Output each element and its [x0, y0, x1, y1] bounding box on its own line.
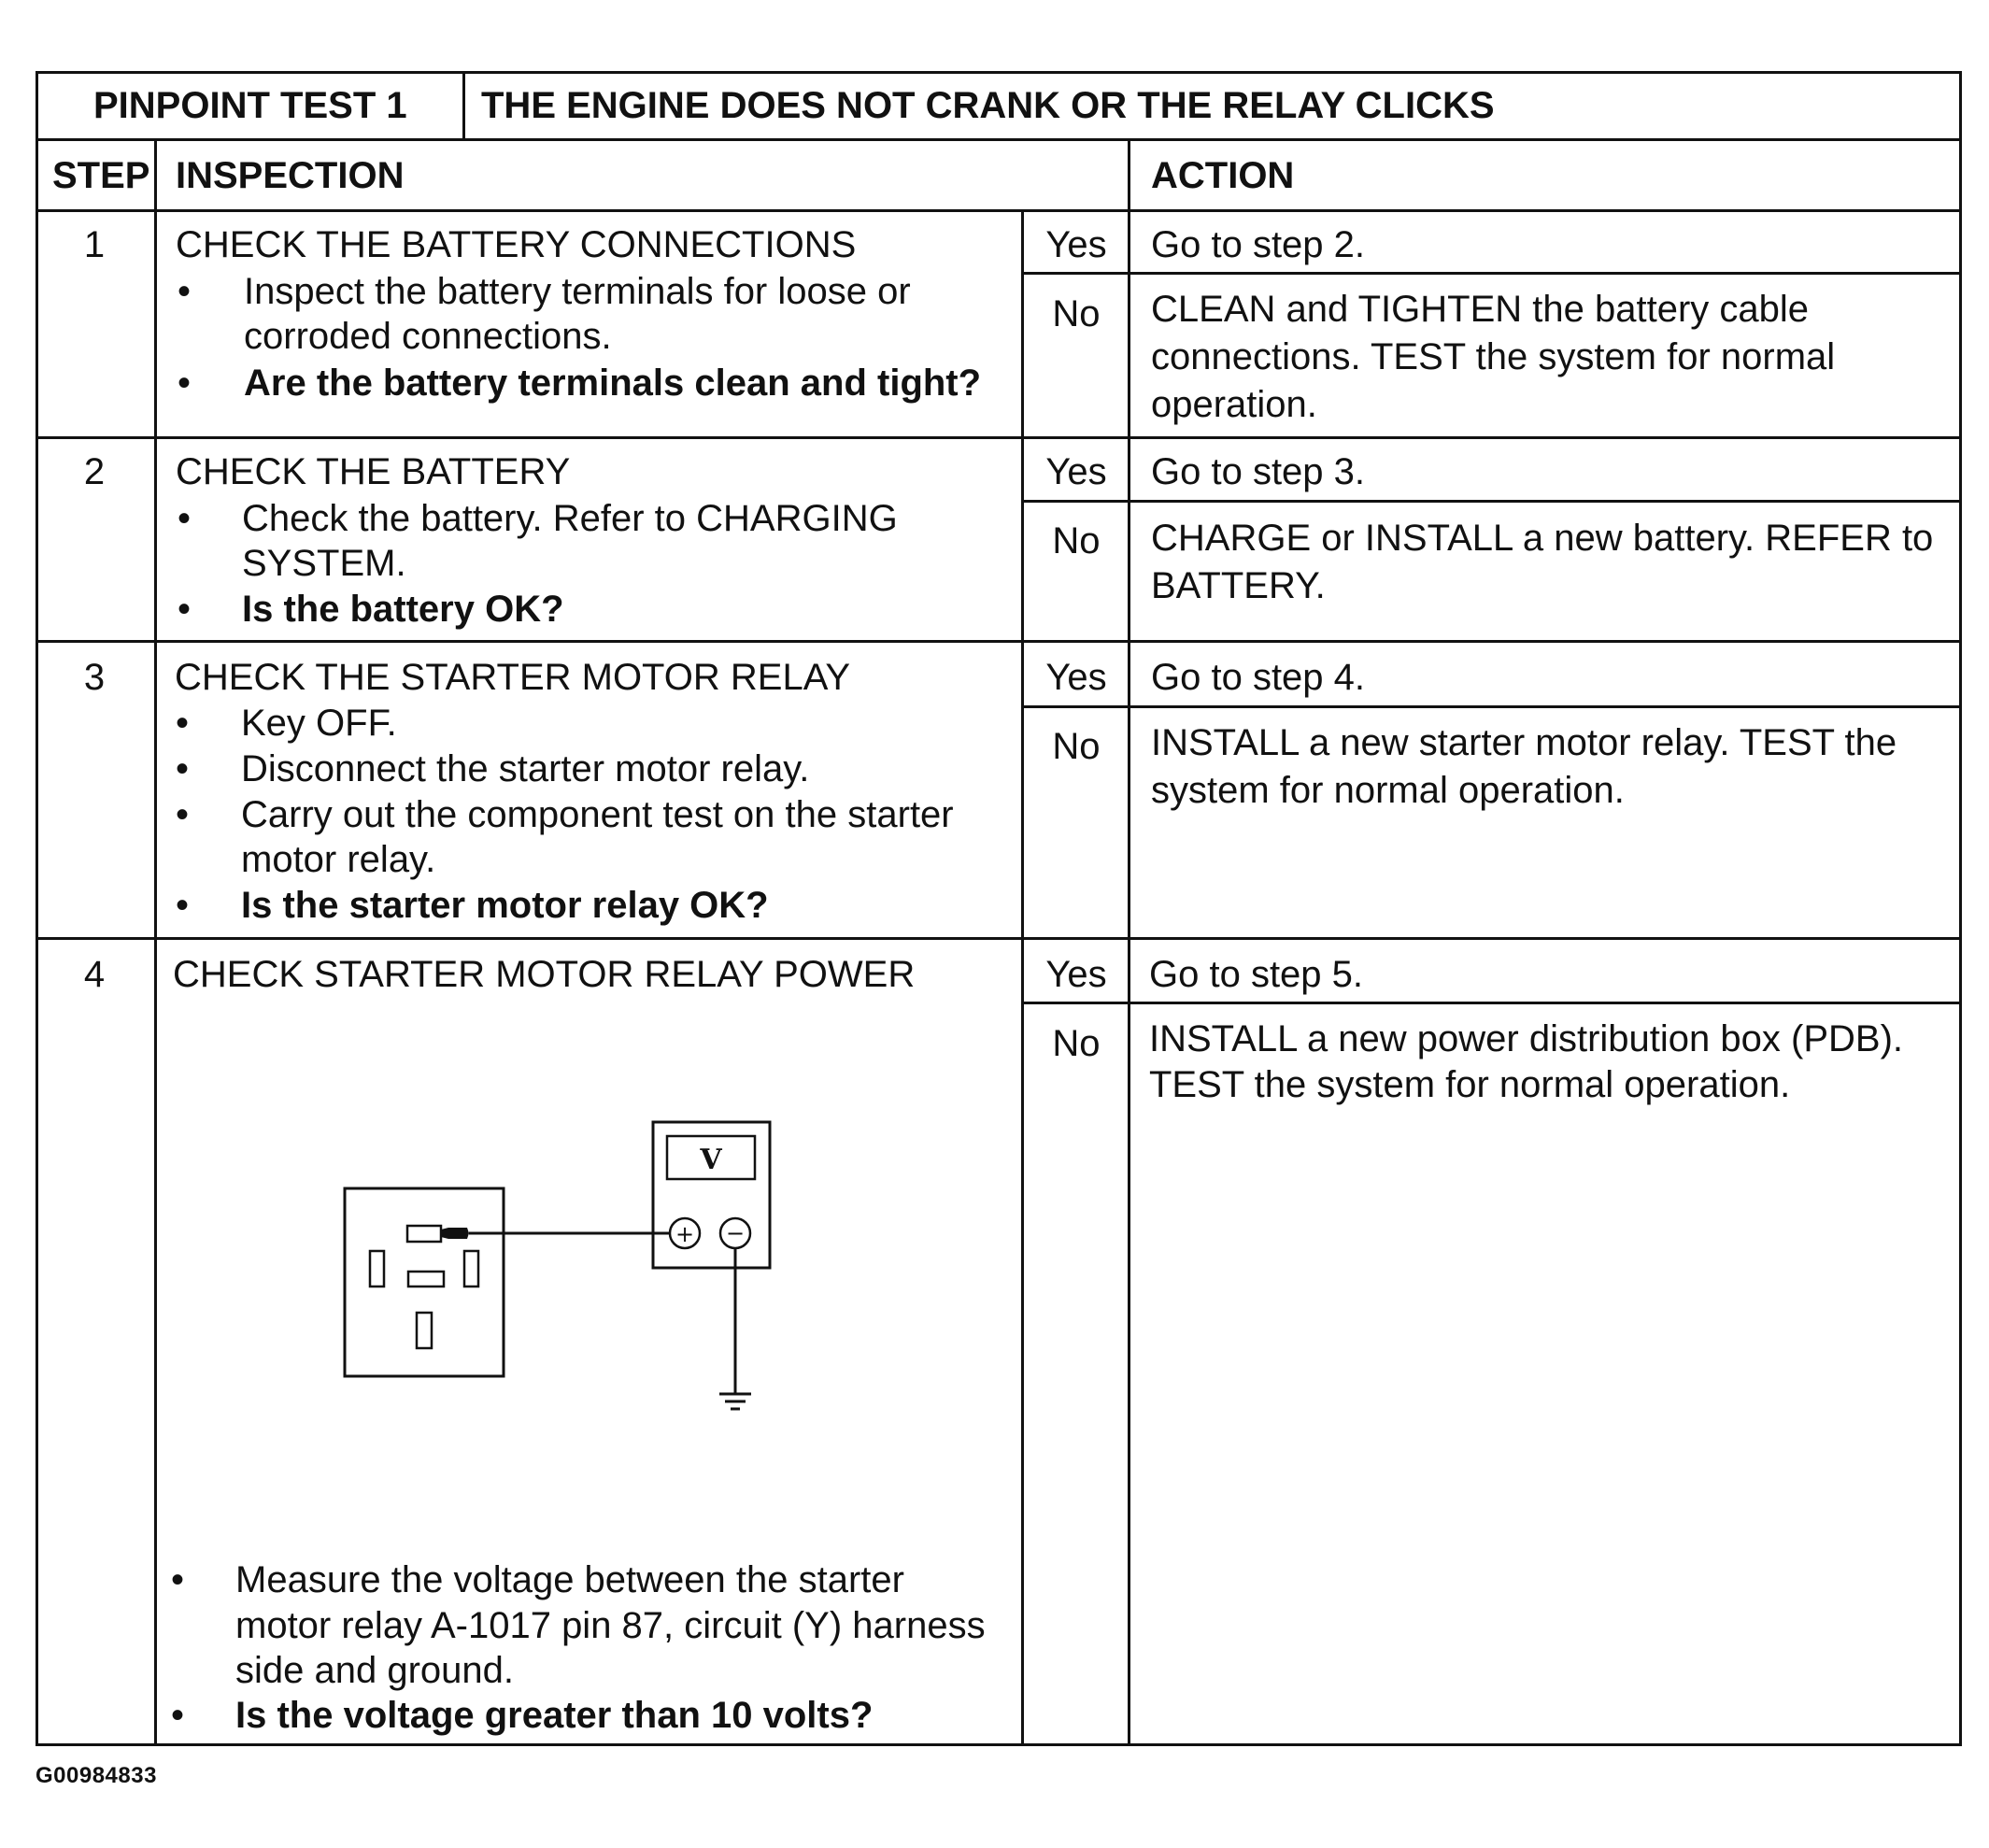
- step-number: 1: [83, 224, 106, 265]
- no-action: INSTALL a new power distribution box (PDB).: [1149, 1018, 1904, 1059]
- yes-action: Go to step 2.: [1151, 224, 1366, 265]
- test-id: PINPOINT TEST 1: [93, 85, 407, 126]
- figure-id: G00984833: [36, 1763, 157, 1788]
- step-title: CHECK THE STARTER MOTOR RELAY: [175, 657, 851, 698]
- yes-label: Yes: [1045, 657, 1107, 698]
- step-instruction: Carry out the component test on the starter: [241, 794, 954, 835]
- step-instruction: motor relay.: [241, 839, 436, 880]
- probe-tip: [441, 1228, 469, 1239]
- bullet: •: [171, 1695, 185, 1736]
- bullet: •: [178, 498, 192, 539]
- plus-sign: +: [675, 1221, 695, 1247]
- step-number: 2: [83, 451, 106, 492]
- bullet: •: [176, 703, 190, 744]
- step-number: 4: [83, 954, 106, 995]
- ground-icon: [719, 1394, 751, 1409]
- step-title: CHECK STARTER MOTOR RELAY POWER: [173, 954, 916, 995]
- step-instruction: motor relay A-1017 pin 87, circuit (Y) harness: [235, 1605, 986, 1646]
- connector-pin: [407, 1226, 441, 1242]
- column-header-inspection: INSPECTION: [176, 155, 405, 196]
- bullet: •: [176, 748, 190, 789]
- step-instruction: Inspect the battery terminals for loose or: [244, 271, 911, 312]
- step-title: CHECK THE BATTERY CONNECTIONS: [176, 224, 857, 265]
- step-instruction: Key OFF.: [241, 703, 397, 744]
- step-instruction: Measure the voltage between the starter: [235, 1559, 904, 1600]
- no-action: BATTERY.: [1151, 565, 1326, 606]
- bullet: •: [176, 885, 190, 926]
- minus-sign: −: [725, 1220, 746, 1246]
- bullet: •: [171, 1559, 185, 1600]
- step-title: CHECK THE BATTERY: [176, 451, 571, 492]
- step-instruction: Check the battery. Refer to CHARGING: [242, 498, 898, 539]
- connector-pin: [408, 1272, 444, 1286]
- no-label: No: [1052, 293, 1101, 334]
- no-action: INSTALL a new starter motor relay. TEST the: [1151, 722, 1897, 763]
- no-action: CLEAN and TIGHTEN the battery cable: [1151, 289, 1810, 330]
- step-instruction: corroded connections.: [244, 316, 612, 357]
- yes-label: Yes: [1045, 451, 1107, 492]
- connector-pin: [464, 1251, 478, 1286]
- column-header-step: STEP: [52, 155, 150, 196]
- no-action: TEST the system for normal operation.: [1149, 1064, 1791, 1105]
- no-action: system for normal operation.: [1151, 770, 1625, 811]
- yes-label: Yes: [1045, 224, 1107, 265]
- bullet: •: [178, 271, 192, 312]
- connector-pin: [370, 1251, 384, 1286]
- step-instruction: side and ground.: [235, 1650, 515, 1691]
- no-label: No: [1052, 520, 1101, 562]
- bullet: •: [178, 589, 192, 630]
- no-action: CHARGE or INSTALL a new battery. REFER to: [1151, 518, 1934, 559]
- yes-action: Go to step 4.: [1151, 657, 1366, 698]
- test-title: THE ENGINE DOES NOT CRANK OR THE RELAY CLICKS: [481, 85, 1495, 126]
- step-question: Is the voltage greater than 10 volts?: [235, 1695, 874, 1736]
- step-question: Is the battery OK?: [242, 589, 564, 630]
- column-header-action: ACTION: [1151, 155, 1295, 196]
- step-instruction: SYSTEM.: [242, 543, 406, 584]
- bullet: •: [176, 794, 190, 835]
- connector-pin: [417, 1313, 432, 1348]
- yes-action: Go to step 5.: [1149, 954, 1364, 995]
- bullet: •: [178, 362, 192, 404]
- step-question: Are the battery terminals clean and tight?: [244, 362, 982, 404]
- no-action: connections. TEST the system for normal: [1151, 336, 1836, 377]
- yes-action: Go to step 3.: [1151, 451, 1366, 492]
- step-instruction: Disconnect the starter motor relay.: [241, 748, 810, 789]
- step-question: Is the starter motor relay OK?: [241, 885, 769, 926]
- no-label: No: [1052, 726, 1101, 767]
- volt-label: V: [700, 1144, 722, 1176]
- no-label: No: [1052, 1023, 1101, 1064]
- yes-label: Yes: [1045, 954, 1107, 995]
- step-number: 3: [83, 657, 106, 698]
- no-action: operation.: [1151, 384, 1317, 425]
